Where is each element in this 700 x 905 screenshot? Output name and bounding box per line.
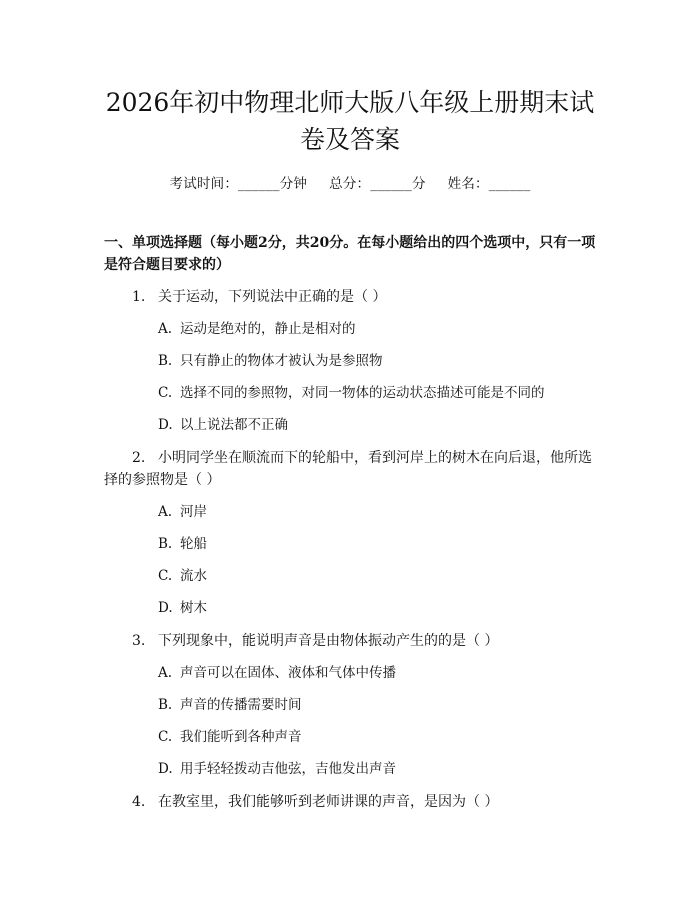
option-text: 轮船 — [180, 536, 207, 552]
option — [158, 663, 596, 683]
option — [158, 759, 596, 779]
question-stem: 在教室里，我们能够听到老师讲课的声音，是因为（ ） — [158, 794, 499, 810]
option-text: 树木 — [180, 600, 207, 616]
option-label: D. — [158, 761, 173, 777]
exam-title: 2026年初中物理北师大版八年级上册期末试卷及答案 — [105, 88, 595, 154]
option-text: 河岸 — [180, 504, 207, 520]
option-text: 以上说法都不正确 — [180, 417, 288, 433]
option-label: A. — [158, 665, 173, 681]
option-text: 选择不同的参照物，对同一物体的运动状态描述可能是不同的 — [180, 385, 545, 401]
option — [158, 351, 596, 371]
question — [104, 630, 596, 779]
option-label: A. — [158, 321, 173, 337]
option — [158, 566, 596, 586]
option — [158, 415, 596, 435]
question-stem: 小明同学坐在顺流而下的轮船中，看到河岸上的树木在向后退，他所选择的参照物是（ ） — [104, 450, 592, 488]
option-text: 声音可以在固体、液体和气体中传播 — [180, 665, 396, 681]
option-text: 声音的传播需要时间 — [180, 697, 302, 713]
option — [158, 598, 596, 618]
option — [158, 727, 596, 747]
section-title: 一、单项选择题（每小题2分，共20分。在每小题给出的四个选项中，只有一项是符合题目要求的） — [104, 235, 596, 273]
question — [104, 791, 596, 813]
option-label: B. — [158, 536, 173, 552]
option-text: 用手轻轻拨动吉他弦，吉他发出声音 — [180, 761, 396, 777]
option-label: D. — [158, 417, 173, 433]
option-text: 运动是绝对的，静止是相对的 — [180, 321, 356, 337]
question-number: 2. — [132, 450, 146, 466]
question-stem: 下列现象中，能说明声音是由物体振动产生的的是（ ） — [158, 633, 499, 649]
option — [158, 502, 596, 522]
question-list — [104, 286, 596, 813]
option-label: C. — [158, 385, 173, 401]
option-label: C. — [158, 568, 173, 584]
option-text: 只有静止的物体才被认为是参照物 — [180, 353, 383, 369]
option — [158, 534, 596, 554]
question-number: 4. — [132, 794, 146, 810]
option — [158, 695, 596, 715]
option-text: 我们能听到各种声音 — [180, 729, 302, 745]
name-label: 姓名：______ — [447, 176, 531, 192]
option-label: C. — [158, 729, 173, 745]
total-score-label: 总分：______分 — [329, 176, 426, 192]
option-label: B. — [158, 697, 173, 713]
option-label: B. — [158, 353, 173, 369]
question-number: 1. — [132, 289, 146, 305]
option-text: 流水 — [180, 568, 207, 584]
question — [104, 447, 596, 618]
option — [158, 383, 596, 403]
exam-time-label: 考试时间：______分钟 — [169, 176, 308, 192]
question-number: 3. — [132, 633, 146, 649]
option-label: D. — [158, 600, 173, 616]
question-stem: 关于运动，下列说法中正确的是（ ） — [158, 289, 387, 305]
exam-info — [104, 174, 596, 194]
question — [104, 286, 596, 435]
option-label: A. — [158, 504, 173, 520]
option — [158, 319, 596, 339]
